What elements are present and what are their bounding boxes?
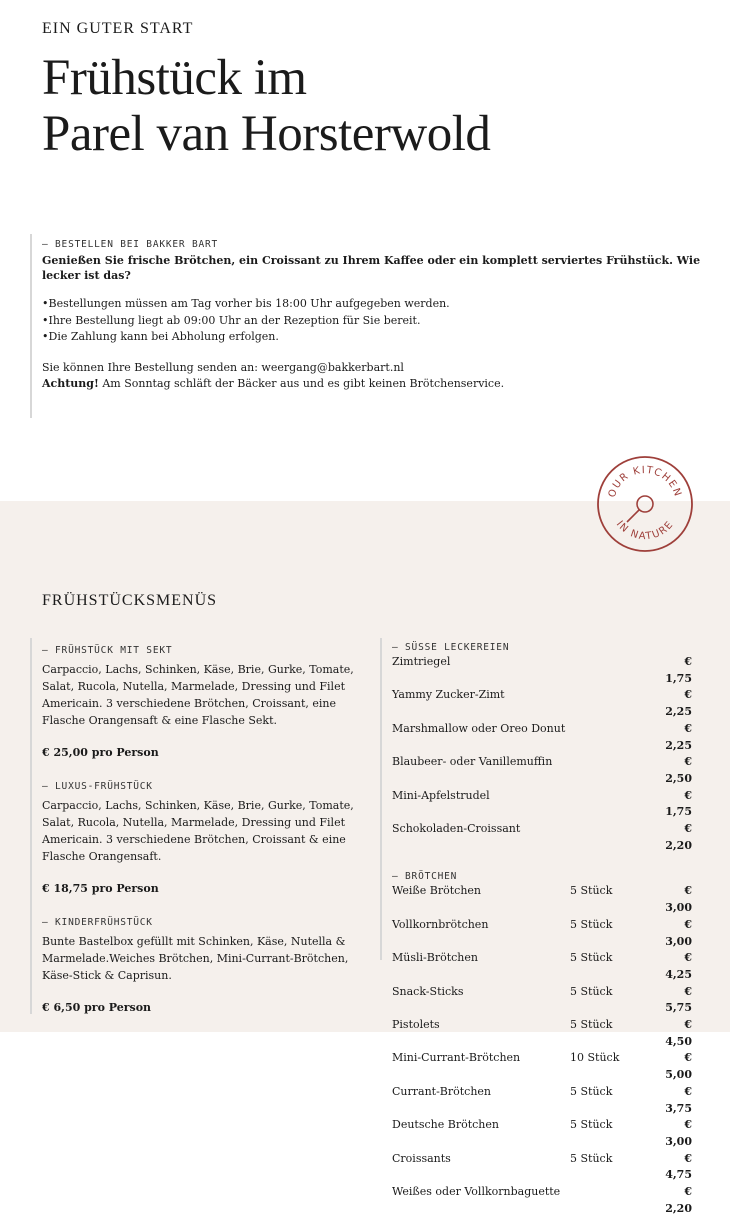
product-price: € 5,00 bbox=[665, 1051, 692, 1082]
product-price: € 4,75 bbox=[665, 1151, 692, 1182]
svg-text:OUR KITCHEN bbox=[607, 465, 684, 499]
title-line-1: Frühstück im bbox=[42, 50, 307, 106]
price-row bbox=[392, 821, 692, 854]
product-name: Mini-Apfelstrudel bbox=[392, 788, 490, 802]
product-price: € 3,75 bbox=[665, 1084, 692, 1115]
product-quantity: 5 Stück bbox=[570, 1151, 613, 1165]
menu-item bbox=[42, 914, 372, 1016]
breakfast-menus-column bbox=[30, 638, 372, 1014]
product-quantity: 5 Stück bbox=[570, 1118, 613, 1132]
our-kitchen-in-nature-badge bbox=[594, 453, 696, 555]
product-name: Yammy Zucker-Zimt bbox=[392, 688, 505, 702]
menu-label: – FRÜHSTÜCK MIT SEKT bbox=[42, 645, 173, 656]
product-name: Croissants bbox=[392, 1151, 451, 1165]
product-quantity: 5 Stück bbox=[570, 917, 613, 931]
product-name: Weißes oder Vollkornbaguette bbox=[392, 1185, 561, 1199]
warning-label: Achtung! bbox=[42, 376, 99, 390]
menu-item bbox=[42, 778, 372, 897]
order-rule-item: • Bestellungen müssen am Tag vorher bis 18:00 Uhr aufgegeben werden. bbox=[42, 296, 722, 313]
price-list-column bbox=[380, 638, 692, 1215]
product-name: Pistolets bbox=[392, 1018, 440, 1032]
price-row bbox=[392, 754, 692, 787]
menu-description: Bunte Bastelbox gefüllt mit Schinken, Käse, Nutella & Marmelade.Weiches Brötchen, Mini-Currant-Brötchen, Käse-Stick & Caprisun. bbox=[42, 935, 349, 982]
product-quantity: 5 Stück bbox=[570, 951, 613, 965]
price-row bbox=[392, 950, 692, 983]
rolls-list bbox=[392, 871, 692, 1217]
product-name: Zimtriegel bbox=[392, 655, 451, 668]
product-price: € 1,75 bbox=[665, 788, 692, 819]
order-email-text: Sie können Ihre Bestellung senden an: weergang@bakkerbart.nl bbox=[42, 360, 404, 374]
order-info-lead: Genießen Sie frische Brötchen, ein Croissant zu Ihrem Kaffee oder ein komplett serviertes Frühstück. Wie lecker ist das? bbox=[42, 254, 701, 282]
product-name: Deutsche Brötchen bbox=[392, 1118, 499, 1132]
product-quantity: 10 Stück bbox=[570, 1051, 620, 1065]
product-name: Müsli-Brötchen bbox=[392, 951, 478, 965]
menu-price: € 18,75 pro Person bbox=[42, 882, 159, 895]
product-quantity bbox=[570, 1184, 654, 1217]
menu-item bbox=[42, 642, 372, 761]
price-row bbox=[392, 1017, 692, 1050]
price-row bbox=[392, 1184, 692, 1217]
price-row bbox=[392, 917, 692, 950]
product-quantity: 5 Stück bbox=[570, 884, 613, 898]
menu-price: € 25,00 pro Person bbox=[42, 746, 159, 759]
price-row bbox=[392, 883, 692, 916]
product-price: € 2,25 bbox=[665, 721, 692, 752]
rolls-label: – BRÖTCHEN bbox=[392, 871, 458, 883]
warning-text: Am Sonntag schläft der Bäcker aus und es gibt keinen Brötchenservice. bbox=[98, 376, 505, 390]
product-quantity: 5 Stück bbox=[570, 984, 613, 998]
page-title bbox=[42, 50, 490, 162]
product-price: € 3,00 bbox=[665, 1118, 692, 1148]
product-price: € 4,25 bbox=[665, 951, 692, 981]
price-row bbox=[392, 788, 692, 821]
product-name: Weiße Brötchen bbox=[392, 884, 482, 898]
product-quantity: 5 Stück bbox=[570, 1018, 613, 1032]
badge-text-bottom: IN NATURE bbox=[613, 518, 677, 543]
menu-description: Carpaccio, Lachs, Schinken, Käse, Brie, Gurke, Tomate, Salat, Rucola, Nutella, Marmelade, Dressing und Filet Americain. 3 verschiedene Brötchen, Croissant & eine Flasche Orangensaft. bbox=[42, 799, 354, 863]
badge-handle-icon bbox=[627, 510, 639, 522]
price-row bbox=[392, 687, 692, 720]
order-info-label: – BESTELLEN BEI BAKKER BART bbox=[42, 239, 219, 250]
order-rules-list bbox=[42, 296, 722, 346]
svg-text:IN NATURE bbox=[614, 519, 676, 542]
product-price: € 1,75 bbox=[665, 655, 692, 685]
sunday-warning bbox=[42, 376, 722, 392]
product-name: Marshmallow oder Oreo Donut bbox=[392, 721, 566, 735]
order-info-section bbox=[30, 234, 722, 418]
price-row bbox=[392, 654, 692, 687]
order-rule-item: • Die Zahlung kann bei Abholung erfolgen. bbox=[42, 329, 722, 346]
product-name: Snack-Sticks bbox=[392, 984, 464, 998]
product-name: Vollkornbrötchen bbox=[392, 917, 489, 931]
title-line-2: Parel van Horsterwold bbox=[42, 106, 491, 162]
order-rule-item: • Ihre Bestellung liegt ab 09:00 Uhr an der Rezeption für Sie bereit. bbox=[42, 313, 722, 330]
price-row bbox=[392, 1117, 692, 1150]
sweets-label: – SÜSSE LECKEREIEN bbox=[392, 642, 510, 653]
price-row bbox=[392, 984, 692, 1017]
menus-heading: FRÜHSTÜCKSMENÜS bbox=[42, 592, 218, 609]
product-price: € 2,50 bbox=[665, 755, 692, 785]
menu-label: – KINDERFRÜHSTÜCK bbox=[42, 917, 153, 928]
product-price: € 2,20 bbox=[665, 822, 692, 852]
product-price: € 2,20 bbox=[665, 1185, 692, 1215]
product-name: Blaubeer- oder Vanillemuffin bbox=[392, 755, 553, 769]
product-price: € 5,75 bbox=[665, 984, 692, 1015]
menu-price: € 6,50 pro Person bbox=[42, 1001, 152, 1014]
product-name: Mini-Currant-Brötchen bbox=[392, 1051, 521, 1065]
product-price: € 4,50 bbox=[665, 1018, 692, 1048]
sweets-list bbox=[392, 642, 692, 854]
menu-description: Carpaccio, Lachs, Schinken, Käse, Brie, Gurke, Tomate, Salat, Rucola, Nutella, Marmelade, Dressing und Filet Americain. 3 verschiedene Brötchen, Croissant, eine Flasche Orangensaft & eine Flasche Sekt. bbox=[42, 663, 354, 727]
product-name: Currant-Brötchen bbox=[392, 1084, 492, 1098]
product-price: € 3,00 bbox=[665, 917, 692, 948]
product-name: Schokoladen-Croissant bbox=[392, 822, 521, 836]
menu-label: – LUXUS-FRÜHSTÜCK bbox=[42, 781, 153, 792]
price-row bbox=[392, 1084, 692, 1117]
badge-plate-icon bbox=[637, 496, 653, 512]
product-quantity: 5 Stück bbox=[570, 1084, 613, 1098]
price-row bbox=[392, 1151, 692, 1184]
badge-text-top: OUR KITCHEN bbox=[606, 464, 684, 499]
price-row bbox=[392, 721, 692, 754]
product-price: € 2,25 bbox=[665, 688, 692, 719]
price-row bbox=[392, 1050, 692, 1083]
page-kicker: EIN GUTER START bbox=[42, 20, 194, 37]
product-price: € 3,00 bbox=[665, 884, 692, 915]
